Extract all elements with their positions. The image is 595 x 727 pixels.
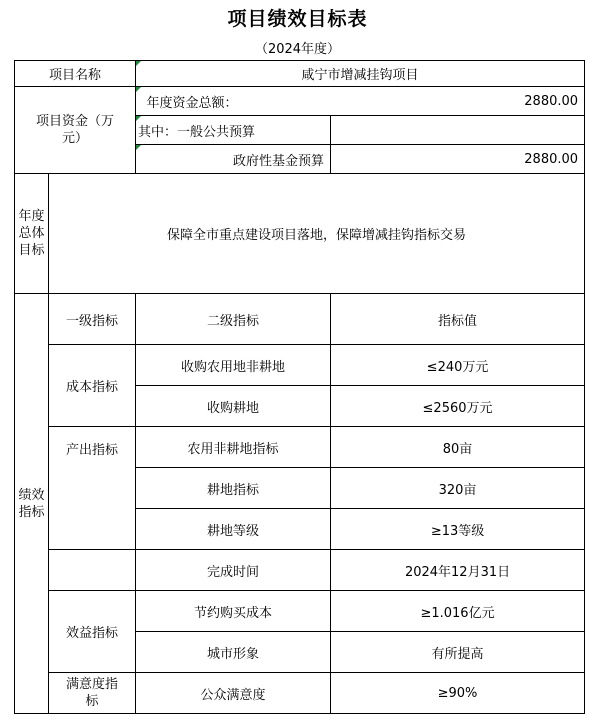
funds-total-row [15, 87, 585, 116]
funds-total-spacer [136, 87, 141, 116]
indicator-value: ≤240万元 [331, 345, 585, 386]
indicator-name: 耕地等级 [136, 509, 331, 550]
indicator-value: ≥13等级 [331, 509, 585, 550]
funds-total-value: 2880.00 [331, 87, 585, 116]
goal-label: 年度总体目标 [15, 174, 49, 294]
indicators-label: 绩效指标 [15, 294, 49, 714]
indicator-name: 公众满意度 [136, 673, 331, 714]
funds-gov-value: 2880.00 [331, 145, 585, 174]
indicator-value: ≥90% [331, 673, 585, 714]
time-level1-empty [49, 550, 136, 591]
funds-public-value [331, 116, 585, 145]
indicator-value: 2024年12月31日 [331, 550, 585, 591]
indicators-header-row [15, 294, 585, 345]
cost-label: 成本指标 [49, 345, 136, 427]
satisfaction-label-text: 满意度指标 [65, 677, 118, 709]
benefit-label: 效益指标 [49, 591, 136, 673]
satisfaction-label [49, 673, 136, 714]
funds-total-label: 年度资金总额： [141, 87, 331, 116]
funds-label-text: 项目资金（万元） [35, 114, 114, 146]
goal-value: 保障全市重点建设项目落地，保障增减挂钩指标交易 [49, 174, 585, 294]
table-row [15, 591, 585, 632]
indicator-name: 完成时间 [136, 550, 331, 591]
header-value: 指标值 [331, 294, 585, 345]
indicator-name: 节约购买成本 [136, 591, 331, 632]
output-label: 产出指标 [49, 427, 136, 550]
performance-table [14, 60, 585, 714]
project-name-value: 咸宁市增减挂钩项目 [136, 61, 585, 87]
project-name-label: 项目名称 [15, 61, 136, 87]
table-row [15, 427, 585, 468]
indicator-name: 耕地指标 [136, 468, 331, 509]
indicator-value: 有所提高 [331, 632, 585, 673]
page-title: 项目绩效目标表 [227, 8, 368, 30]
table-row [15, 550, 585, 591]
funds-label [15, 87, 136, 174]
funds-public-label: 其中：一般公共预算 [136, 116, 331, 145]
indicator-value: 320亩 [331, 468, 585, 509]
goal-row [15, 174, 585, 294]
project-row [15, 61, 585, 87]
indicator-name: 收购耕地 [136, 386, 331, 427]
indicator-value: ≥1.016亿元 [331, 591, 585, 632]
indicator-value: ≤2560万元 [331, 386, 585, 427]
header-level1: 一级指标 [49, 294, 136, 345]
table-row [15, 345, 585, 386]
indicator-name: 收购农用地非耕地 [136, 345, 331, 386]
indicator-value: 80亩 [331, 427, 585, 468]
funds-gov-label: 政府性基金预算 [136, 145, 331, 174]
table-row [15, 673, 585, 714]
page-subtitle: （2024年度） [254, 42, 341, 57]
indicator-name: 城市形象 [136, 632, 331, 673]
header-level2: 二级指标 [136, 294, 331, 345]
indicator-name: 农用非耕地指标 [136, 427, 331, 468]
